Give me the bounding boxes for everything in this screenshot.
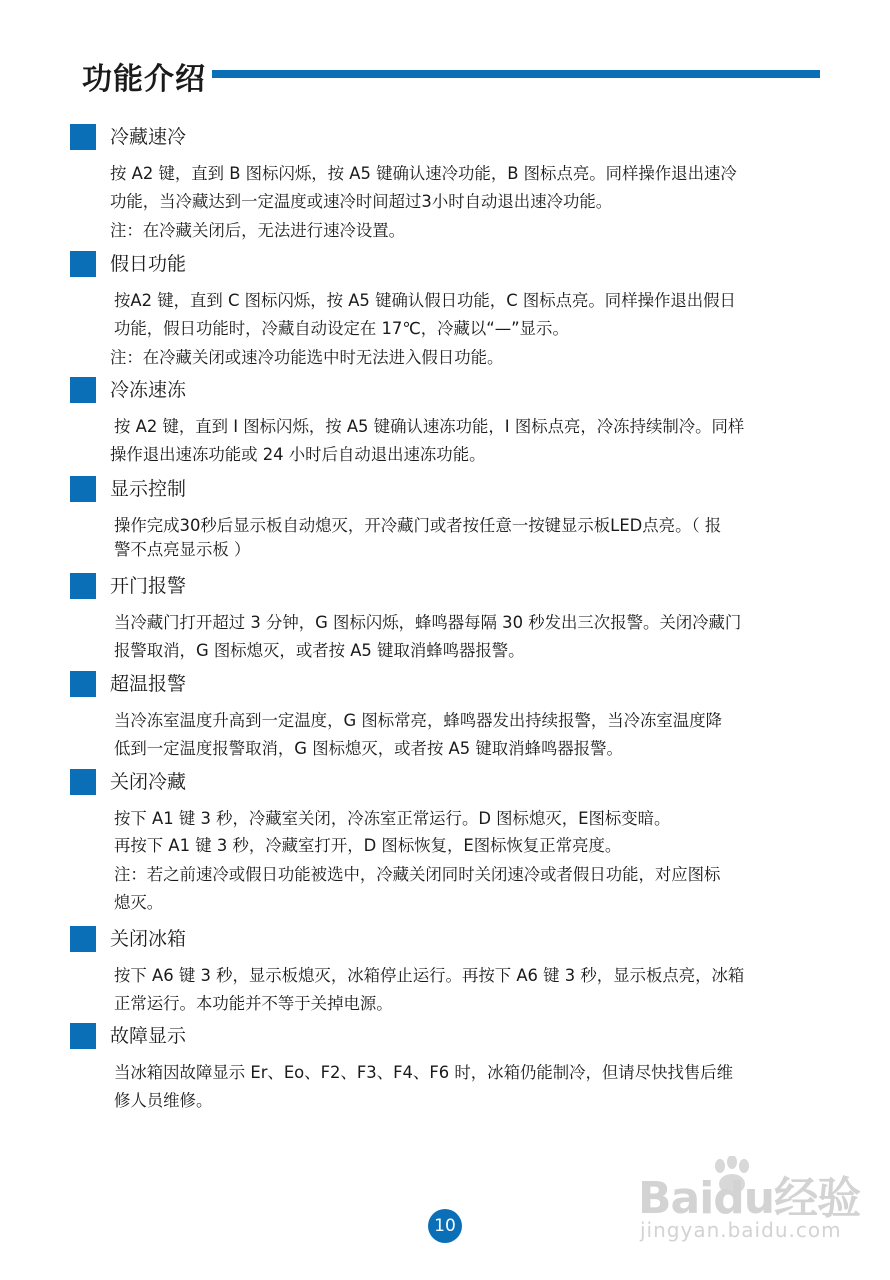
section-text-line: 操作完成30秒后显示板自动熄灭，开冷藏门或者按任意一按键显示板LED点亮。（ 报 <box>114 516 722 535</box>
section-text-line: 当冷藏门打开超过 3 分钟，G 图标闪烁，蜂鸣器每隔 30 秒发出三次报警。关闭冷藏门 <box>114 613 742 632</box>
section-text-line: 注：在冷藏关闭或速冷功能选中时无法进入假日功能。 <box>110 348 504 367</box>
section-text-line: 功能，假日功能时，冷藏自动设定在 17℃，冷藏以“—”显示。 <box>114 319 569 338</box>
section-text-line: 按A2 键，直到 C 图标闪烁，按 A5 键确认假日功能，C 图标点亮。同样操作退出假日 <box>114 291 736 310</box>
section-text-line: 当冰箱因故障显示 Er、Eo、F2、F3、F4、F6 时，冰箱仍能制冷，但请尽快找售后维 <box>114 1063 734 1082</box>
watermark-url: jingyan.baidu.com <box>640 1218 842 1242</box>
section-text-line: 当冷冻室温度升高到一定温度，G 图标常亮，蜂鸣器发出持续报警，当冷冻室温度降 <box>114 711 722 730</box>
section-text-line: 按下 A6 键 3 秒，显示板熄灭，冰箱停止运行。再按下 A6 键 3 秒，显示板点亮，冰箱 <box>114 966 745 985</box>
section-text-line: 熄灭。 <box>114 893 164 912</box>
section-bullet <box>70 573 96 599</box>
title-rule <box>212 70 820 78</box>
section-bullet <box>70 251 96 277</box>
section-text-line: 按 A2 键，直到 B 图标闪烁，按 A5 键确认速冷功能，B 图标点亮。同样操作退出速冷 <box>110 164 737 183</box>
baidu-watermark <box>632 1160 861 1250</box>
section-text-line: 操作退出速冻功能或 24 小时后自动退出速冻功能。 <box>110 445 486 464</box>
section-bullet <box>70 926 96 952</box>
section-text-line: 低到一定温度报警取消，G 图标熄灭，或者按 A5 键取消蜂鸣器报警。 <box>114 739 623 758</box>
section-bullet <box>70 769 96 795</box>
section-bullet <box>70 476 96 502</box>
section-text-line: 再按下 A1 键 3 秒，冷藏室打开，D 图标恢复，E图标恢复正常亮度。 <box>114 836 622 855</box>
section-heading: 开门报警 <box>110 575 187 597</box>
section-heading: 故障显示 <box>110 1025 187 1047</box>
section-heading: 假日功能 <box>110 253 187 275</box>
section-bullet <box>70 377 96 403</box>
section-text-line: 报警取消，G 图标熄灭，或者按 A5 键取消蜂鸣器报警。 <box>114 641 525 660</box>
page-number: 10 <box>428 1209 462 1243</box>
watermark-logo-text: Baidu经验 <box>638 1173 861 1224</box>
page-title: 功能介绍 <box>82 62 206 97</box>
section-text-line: 警不点亮显示板 ） <box>114 540 251 559</box>
section-heading: 冷藏速冷 <box>110 126 187 148</box>
section-heading: 冷冻速冻 <box>110 379 187 401</box>
section-text-line: 功能，当冷藏达到一定温度或速冷时间超过3小时自动退出速冷功能。 <box>110 192 613 211</box>
section-text-line: 注：若之前速冷或假日功能被选中，冷藏关闭同时关闭速冷或者假日功能，对应图标 <box>114 865 721 884</box>
section-heading: 显示控制 <box>110 478 187 500</box>
section-text-line: 按 A2 键，直到 I 图标闪烁，按 A5 键确认速冻功能，I 图标点亮，冷冻持续制冷。同样 <box>114 417 745 436</box>
section-bullet <box>70 124 96 150</box>
section-bullet <box>70 671 96 697</box>
section-text-line: 正常运行。本功能并不等于关掉电源。 <box>114 994 393 1013</box>
section-heading: 关闭冰箱 <box>110 928 187 950</box>
section-heading: 超温报警 <box>110 673 187 695</box>
section-text-line: 修人员维修。 <box>114 1091 213 1110</box>
section-text-line: 按下 A1 键 3 秒，冷藏室关闭，冷冻室正常运行。D 图标熄灭，E图标变暗。 <box>114 809 671 828</box>
section-text-line: 注：在冷藏关闭后，无法进行速冷设置。 <box>110 221 406 240</box>
section-heading: 关闭冷藏 <box>110 771 187 793</box>
section-bullet <box>70 1023 96 1049</box>
